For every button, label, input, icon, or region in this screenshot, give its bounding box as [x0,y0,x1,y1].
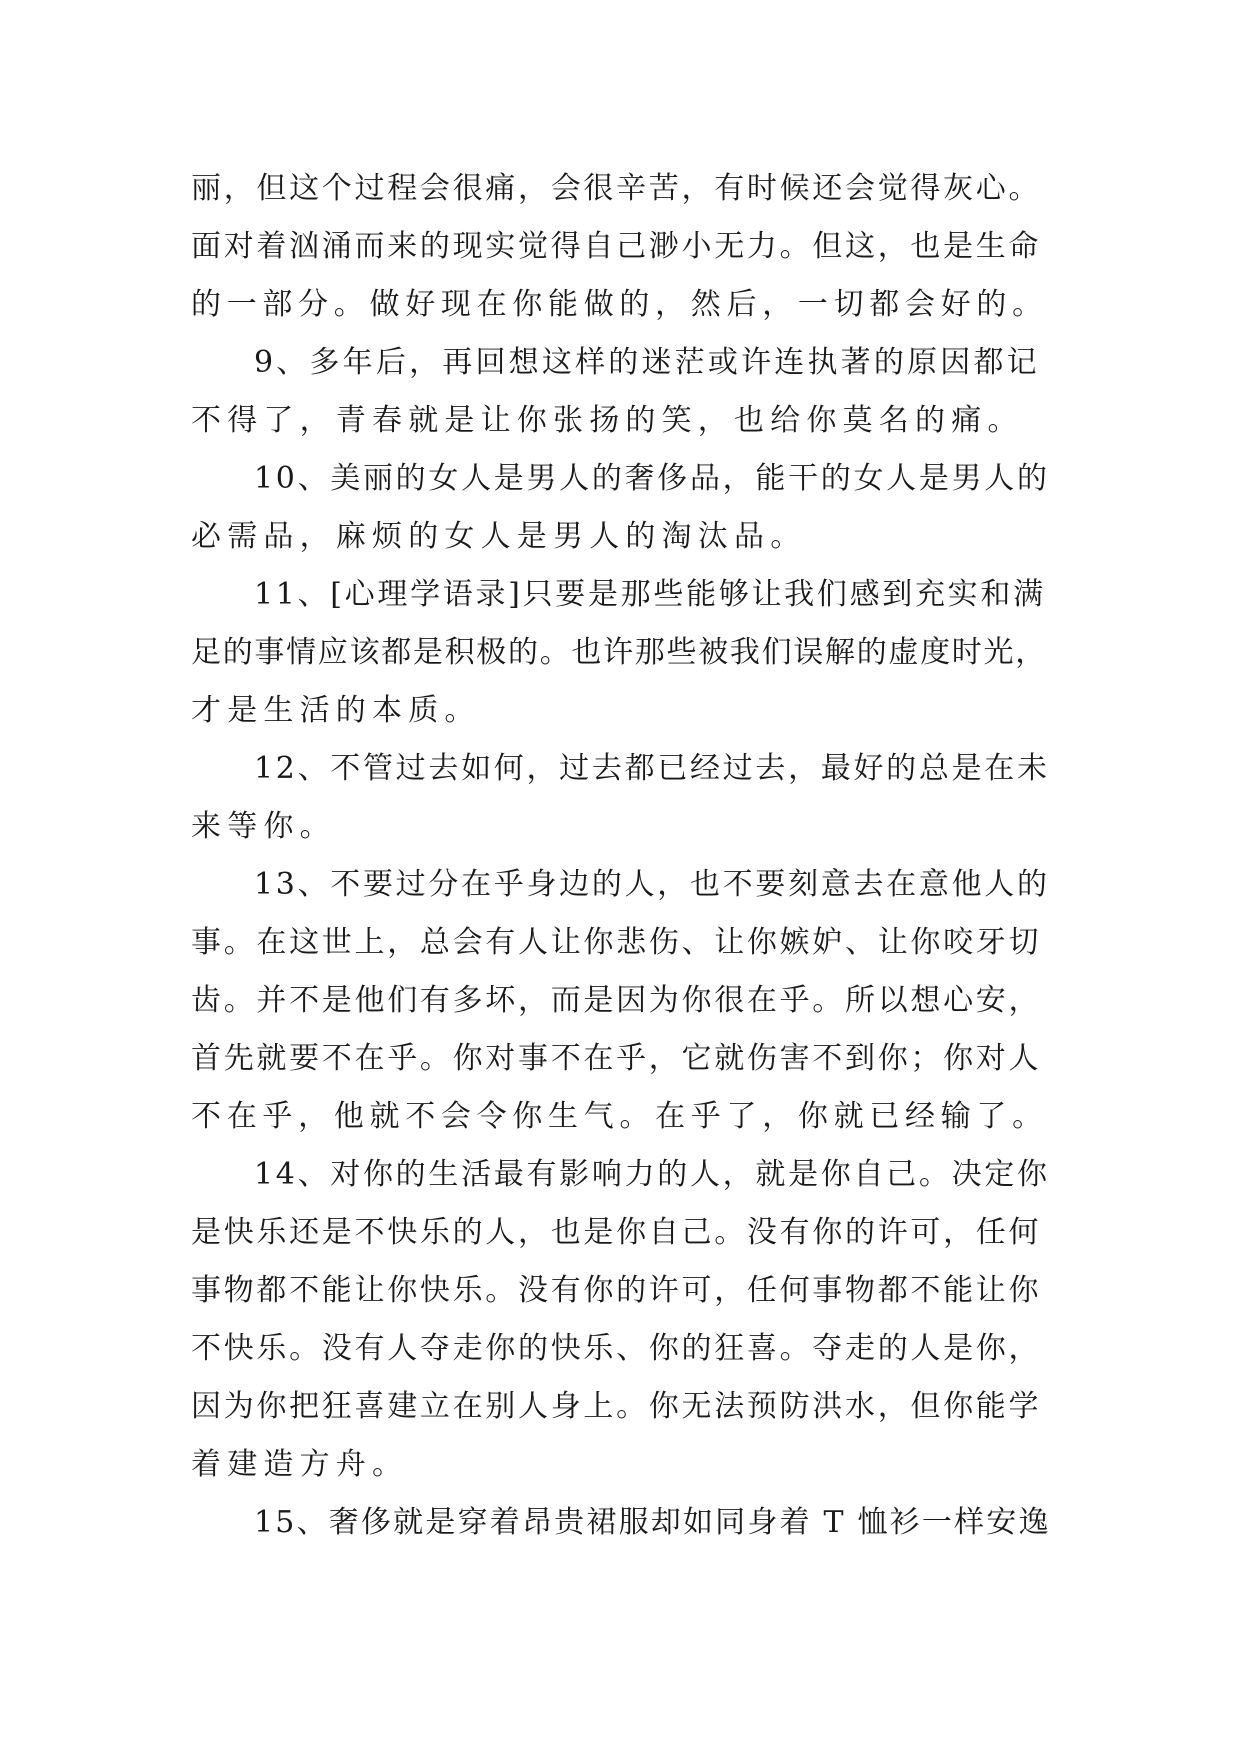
document-body [191,160,1051,1552]
paragraph-14-first-line: 14、对你的生活最有影响力的人，就是你自己。决定你 [254,1157,1050,1192]
text-line: 足的事情应该都是积极的。也许那些被我们误解的虚度时光， [191,635,1047,670]
text-line: 是快乐还是不快乐的人，也是你自己。没有你的许可，任何 [191,1215,1042,1250]
paragraph-9-first-line: 9、多年后，再回想这样的迷茫或许连执著的原因都记 [254,345,1040,380]
text-line: 面对着汹涌而来的现实觉得自己渺小无力。但这，也是生命 [191,229,1042,264]
text-line: 事。在这世上，总会有人让你悲伤、让你嫉妒、让你咬牙切 [191,925,1042,960]
text-line: 的一部分。做好现在你能做的，然后，一切都会好的。 [191,287,1048,322]
text-line: 因为你把狂喜建立在别人身上。你无法预防洪水，但你能学 [191,1389,1042,1424]
text-line: 事物都不能让你快乐。没有你的许可，任何事物都不能让你 [191,1273,1042,1308]
text-line: 才是生活的本质。 [191,693,481,728]
text-line: 不快乐。没有人夺走你的快乐、你的狂喜。夺走的人是你， [191,1331,1042,1366]
paragraph-11-first-line: 11、[心理学语录]只要是那些能够让我们感到充实和满 [254,577,1046,612]
paragraph-10-first-line: 10、美丽的女人是男人的奢侈品，能干的女人是男人的 [254,461,1050,496]
text-line: 首先就要不在乎。你对事不在乎，它就伤害不到你；你对人 [191,1041,1042,1076]
text-line: 齿。并不是他们有多坏，而是因为你很在乎。所以想心安， [191,983,1042,1018]
text-line: 不得了，青春就是让你张扬的笑，也给你莫名的痛。 [191,403,1024,438]
text-line: 着建造方舟。 [191,1447,409,1482]
text-line: 不在乎，他就不会令你生气。在乎了，你就已经输了。 [191,1099,1048,1134]
text-line: 来等你。 [191,809,336,844]
paragraph-15-first-line: 15、奢侈就是穿着昂贵裙服却如同身着 T 恤衫一样安逸 [254,1505,1051,1540]
text-line: 丽，但这个过程会很痛，会很辛苦，有时候还会觉得灰心。 [191,171,1042,206]
paragraph-12-first-line: 12、不管过去如何，过去都已经过去，最好的总是在未 [254,751,1050,786]
paragraph-13-first-line: 13、不要过分在乎身边的人，也不要刻意去在意他人的 [254,867,1050,902]
text-line: 必需品，麻烦的女人是男人的淘汰品。 [191,519,807,554]
